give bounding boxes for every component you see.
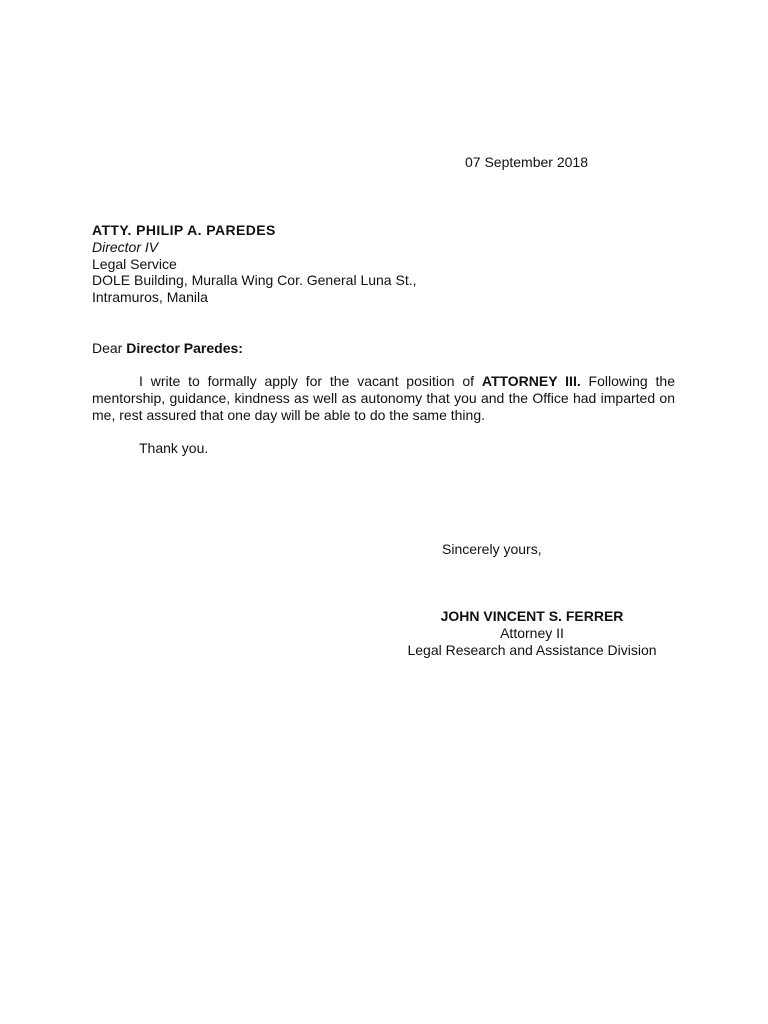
signature-block xyxy=(384,608,680,658)
signatory-name: JOHN VINCENT S. FERRER xyxy=(440,608,624,624)
salutation-name: Director Paredes: xyxy=(126,340,243,356)
salutation-prefix: Dear xyxy=(92,340,127,356)
body-paragraph xyxy=(92,373,675,423)
recipient-name: ATTY. PHILIP A. PAREDES xyxy=(92,222,276,238)
salutation xyxy=(92,340,243,357)
letter-date: 07 September 2018 xyxy=(465,154,588,170)
body-text-part1: I write to formally apply for the vacant position of xyxy=(139,373,482,389)
signatory-title: Attorney II xyxy=(500,624,564,641)
body-text-part2: Following the mentorship, guidance, kindness as well as autonomy that you and the Office had imparted on me, rest assured that one day will be able to do the same thing. xyxy=(92,373,675,423)
recipient-title: Director IV xyxy=(92,238,159,255)
thank-you-line: Thank you. xyxy=(139,440,209,456)
recipient-office: Legal Service xyxy=(92,255,177,272)
recipient-address-line2: Intramuros, Manila xyxy=(92,289,208,306)
closing-line: Sincerely yours, xyxy=(442,541,542,557)
body-position: ATTORNEY III. xyxy=(481,373,581,389)
recipient-block xyxy=(92,222,692,306)
recipient-address-line1: DOLE Building, Muralla Wing Cor. General Luna St., xyxy=(92,272,417,289)
signatory-division: Legal Research and Assistance Division xyxy=(407,641,657,658)
